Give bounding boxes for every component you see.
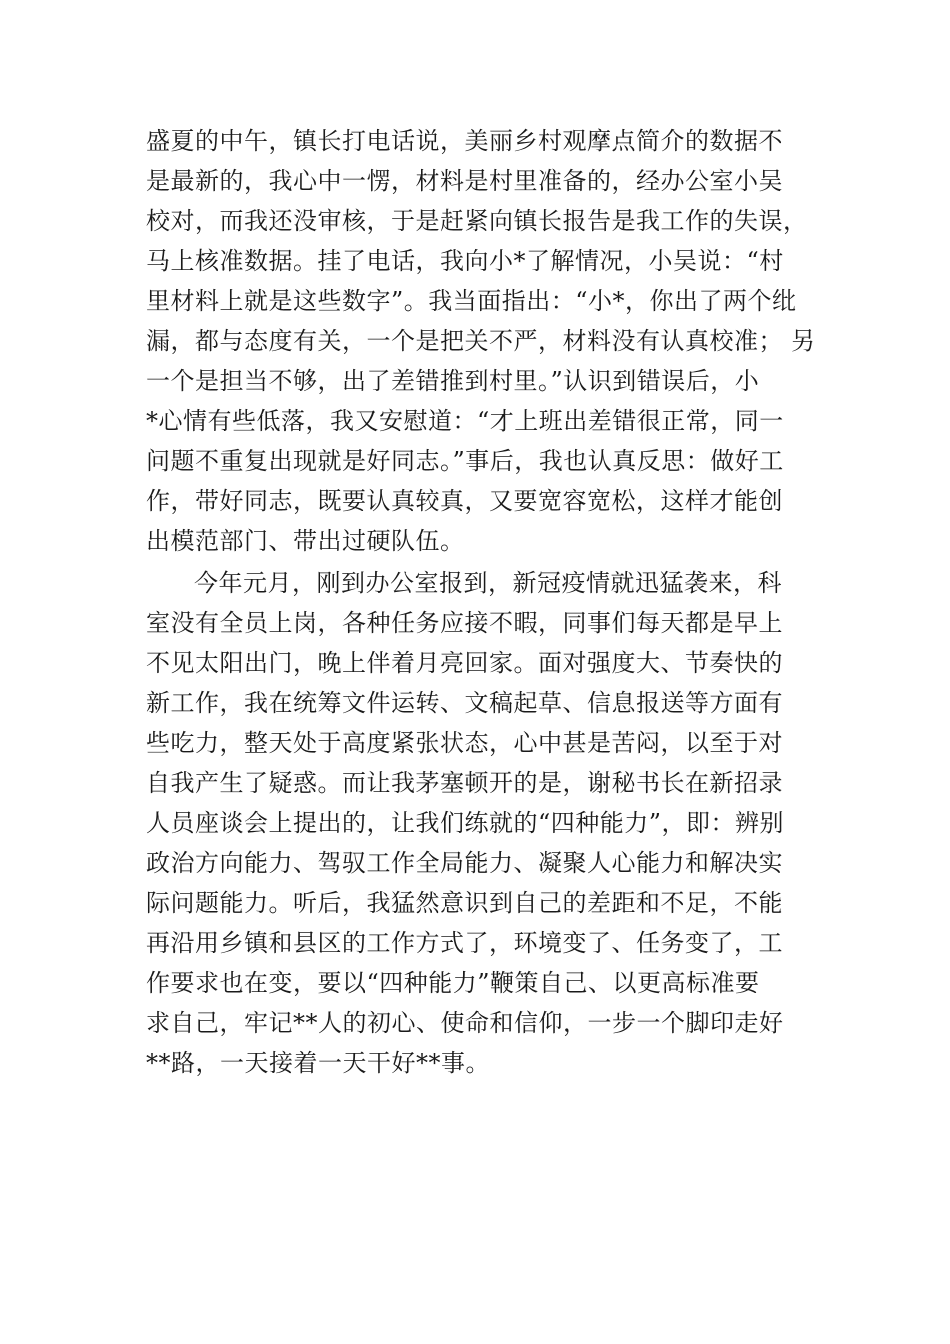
text-line: **路，一天接着一天干好**事。 [146,1049,490,1077]
text-line: 里材料上就是这些数字”。我当面指出：“小*，你出了两个纰 [146,287,797,315]
text-line: 今年元月，刚到办公室报到，新冠疫情就迅猛袭来，科 [194,569,782,597]
text-line: 盛夏的中午，镇长打电话说，美丽乡村观摩点简介的数据不 [146,127,783,155]
text-line: 问题不重复出现就是好同志。”事后，我也认真反思：做好工 [146,447,784,475]
text-line: 作要求也在变，要以“四种能力”鞭策自己、以更高标准要 [146,969,760,997]
text-line: 际问题能力。听后，我猛然意识到自己的差距和不足，不能 [146,889,783,917]
text-line: 再沿用乡镇和县区的工作方式了，环境变了、任务变了，工 [146,929,783,957]
text-line: 是最新的，我心中一愣，材料是村里准备的，经办公室小吴 [146,167,783,195]
text-line: 人员座谈会上提出的，让我们练就的“四种能力”，即：辨别 [146,809,785,837]
text-line: 一个是担当不够，出了差错推到村里。”认识到错误后，小 [146,367,760,395]
text-line: 校对，而我还没审核，于是赶紧向镇长报告是我工作的失误， [146,207,808,235]
text-line: 新工作，我在统筹文件运转、文稿起草、信息报送等方面有 [146,689,783,717]
text-line: 不见太阳出门，晚上伴着月亮回家。面对强度大、节奏快的 [146,649,783,677]
text-line: 些吃力，整天处于高度紧张状态，心中甚是苦闷，以至于对 [146,729,783,757]
text-line: 漏，都与态度有关，一个是把关不严，材料没有认真校准； 另 [146,327,816,355]
text-line: 求自己，牢记**人的初心、使命和信仰，一步一个脚印走好 [146,1009,784,1037]
text-line: 作，带好同志，既要认真较真，又要宽容宽松，这样才能创 [146,487,783,515]
text-line: 室没有全员上岗，各种任务应接不暇，同事们每天都是早上 [146,609,783,637]
text-line: 马上核准数据。挂了电话，我向小*了解情况，小吴说：“村 [146,247,784,275]
text-line: 出模范部门、带出过硬队伍。 [146,527,465,555]
text-line: 自我产生了疑惑。而让我茅塞顿开的是，谢秘书长在新招录 [146,769,783,797]
text-line: *心情有些低落，我又安慰道：“才上班出差错很正常，同一 [146,407,784,435]
text-line: 政治方向能力、驾驭工作全局能力、凝聚人心能力和解决实 [146,849,783,877]
